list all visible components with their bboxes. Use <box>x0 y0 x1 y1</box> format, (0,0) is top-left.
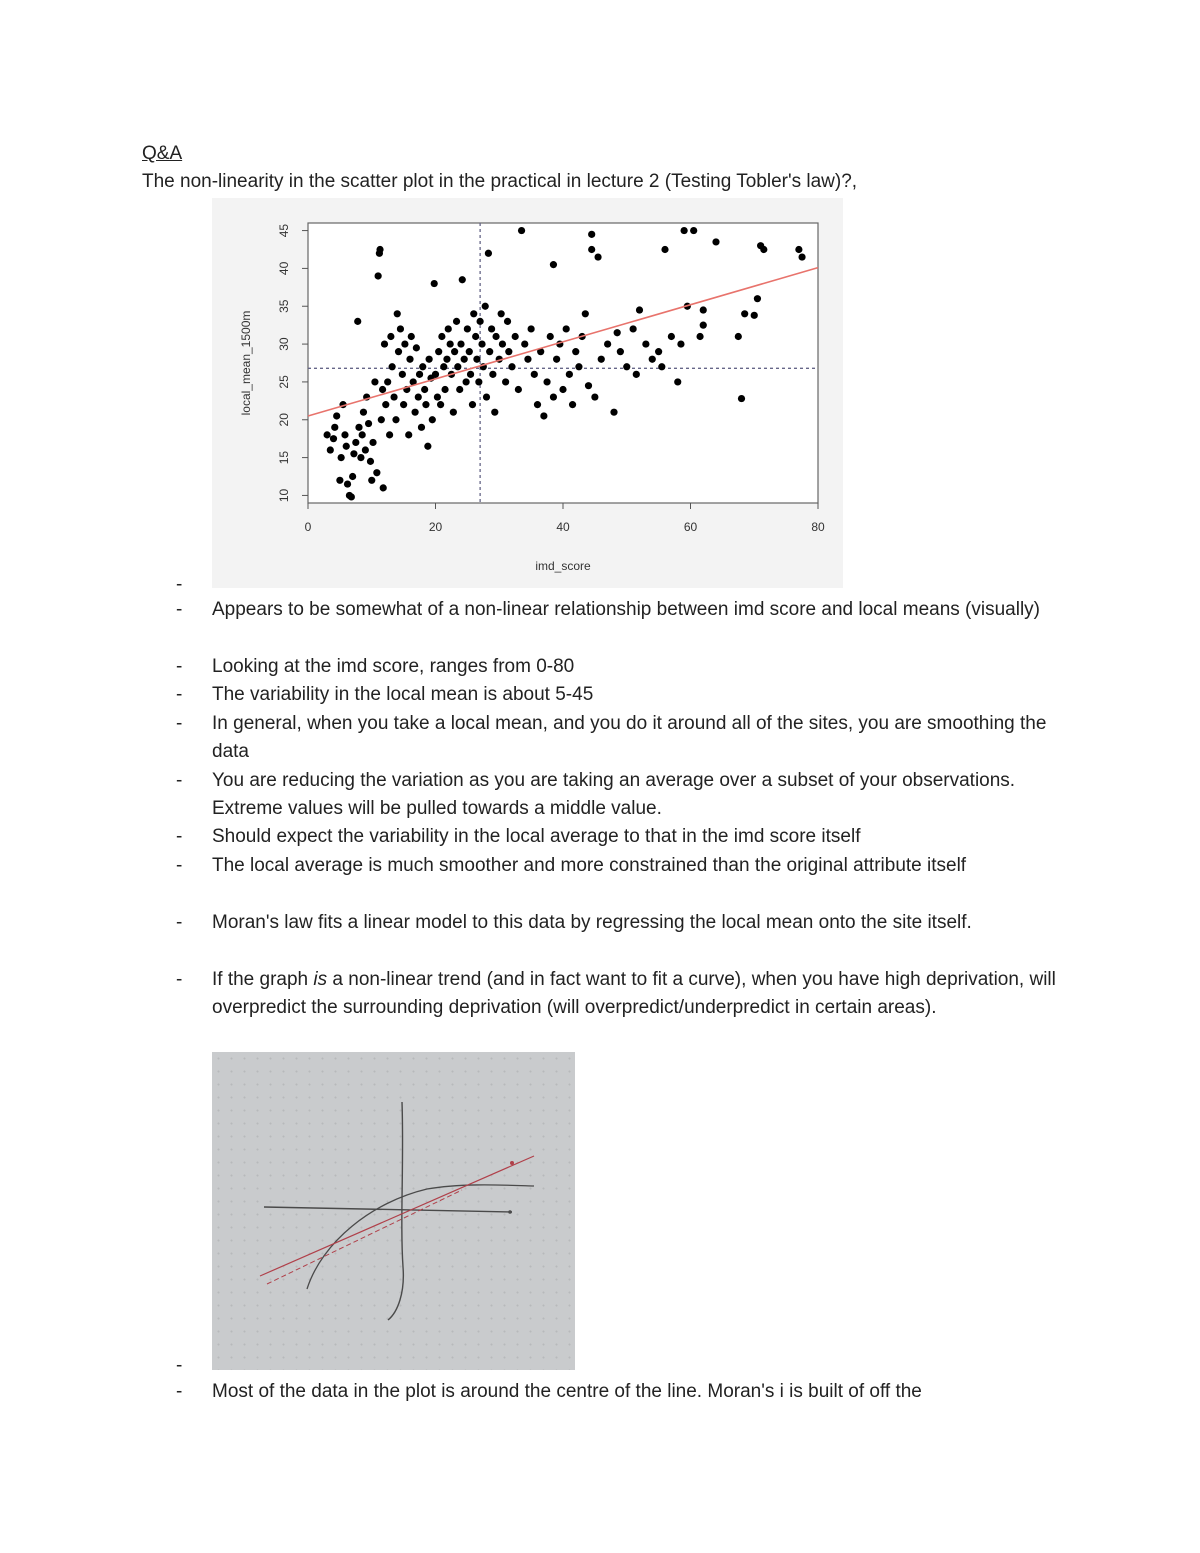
scatter-plot <box>212 198 843 588</box>
scatter-point <box>434 393 441 400</box>
y-tick-label: 15 <box>277 450 291 465</box>
list-dash: - <box>176 574 183 595</box>
x-tick-label: 60 <box>683 520 698 534</box>
scatter-point <box>470 310 477 317</box>
scatter-point <box>614 329 621 336</box>
scatter-point <box>463 378 470 385</box>
list-dash: - <box>176 1355 183 1376</box>
scatter-point <box>649 356 656 363</box>
hand-drawn-sketch-photo <box>212 1052 575 1370</box>
scatter-point <box>540 412 547 419</box>
scatter-point <box>421 386 428 393</box>
scatter-point <box>390 393 397 400</box>
scatter-point <box>630 325 637 332</box>
scatter-point <box>426 356 433 363</box>
scatter-point <box>357 454 364 461</box>
scatter-point <box>488 325 495 332</box>
scatter-point <box>333 412 340 419</box>
scatter-point <box>354 318 361 325</box>
y-axis <box>277 224 308 503</box>
scatter-point <box>741 310 748 317</box>
scatter-point <box>486 348 493 355</box>
scatter-point <box>547 333 554 340</box>
scatter-point <box>483 393 490 400</box>
scatter-point <box>585 382 592 389</box>
scatter-point <box>531 371 538 378</box>
scatter-point <box>344 480 351 487</box>
y-tick-label: 30 <box>277 337 291 351</box>
scatter-point <box>582 310 589 317</box>
scatter-point <box>754 295 761 302</box>
list-item: You are reducing the variation as you are taking an average over a subset of your observations. Extreme values will be pulled towards a middle value. <box>212 770 1016 820</box>
scatter-point <box>441 386 448 393</box>
scatter-point <box>419 363 426 370</box>
scatter-point <box>588 246 595 253</box>
scatter-point <box>681 227 688 234</box>
scatter-point <box>424 443 431 450</box>
scatter-point <box>499 340 506 347</box>
scatter-point <box>575 363 582 370</box>
scatter-point <box>440 363 447 370</box>
sketch-drawing <box>212 1052 575 1370</box>
scatter-point <box>633 371 640 378</box>
scatter-point <box>397 325 404 332</box>
scatter-point <box>795 246 802 253</box>
scatter-point <box>534 401 541 408</box>
scatter-point <box>453 318 460 325</box>
sketch-fitted-line <box>260 1156 534 1276</box>
scatter-point <box>331 424 338 431</box>
scatter-point <box>382 401 389 408</box>
scatter-point <box>415 393 422 400</box>
scatter-point <box>550 393 557 400</box>
scatter-point <box>521 340 528 347</box>
scatter-point <box>735 333 742 340</box>
list-dash: - <box>176 713 183 734</box>
scatter-point <box>368 477 375 484</box>
scatter-point <box>365 420 372 427</box>
x-tick-label: 40 <box>556 520 570 534</box>
scatter-point <box>348 493 355 500</box>
scatter-point <box>491 409 498 416</box>
list-dash: - <box>176 684 183 705</box>
scatter-point <box>482 303 489 310</box>
scatter-point <box>700 306 707 313</box>
scatter-point <box>492 333 499 340</box>
scatter-point <box>438 333 445 340</box>
scatter-point <box>668 333 675 340</box>
scatter-point <box>467 371 474 378</box>
scatter-point <box>380 484 387 491</box>
plot-frame <box>308 223 818 503</box>
scatter-point <box>432 371 439 378</box>
scatter-point <box>690 227 697 234</box>
scatter-point <box>700 322 707 329</box>
scatter-point <box>502 378 509 385</box>
scatter-point <box>591 393 598 400</box>
x-axis-label: imd_score <box>535 559 591 573</box>
scatter-point <box>543 378 550 385</box>
scatter-point <box>379 386 386 393</box>
intro-question: The non-linearity in the scatter plot in the practical in lecture 2 (Testing Tobler's law)?, <box>142 171 858 192</box>
sketch-marker-dot <box>510 1161 514 1165</box>
scatter-point <box>416 371 423 378</box>
scatter-point <box>696 333 703 340</box>
sketch-horizontal-axis <box>264 1207 512 1212</box>
scatter-point <box>395 348 402 355</box>
scatter-point <box>566 371 573 378</box>
scatter-point <box>389 363 396 370</box>
qa-heading: Q&A <box>142 143 183 164</box>
scatter-point <box>712 238 719 245</box>
list-dash: - <box>176 770 183 791</box>
scatter-point <box>477 318 484 325</box>
y-tick-label: 40 <box>277 261 291 276</box>
scatter-point <box>617 348 624 355</box>
scatter-point <box>324 431 331 438</box>
scatter-point <box>738 395 745 402</box>
list-item: Most of the data in the plot is around the centre of the line. Moran's i is built of off the <box>212 1381 922 1402</box>
scatter-point <box>451 348 458 355</box>
scatter-point <box>478 340 485 347</box>
scatter-point <box>350 450 357 457</box>
x-axis <box>305 503 825 534</box>
scatter-point <box>636 306 643 313</box>
scatter-point <box>798 253 805 260</box>
scatter-point <box>435 348 442 355</box>
sketch-curve <box>307 1185 534 1289</box>
list-item: The variability in the local mean is about 5-45 <box>212 684 594 705</box>
list-dash: - <box>176 656 183 677</box>
list-dash: - <box>176 826 183 847</box>
scatter-point <box>445 325 452 332</box>
scatter-point <box>553 356 560 363</box>
scatter-point <box>598 356 605 363</box>
scatter-point <box>760 246 767 253</box>
scatter-point <box>563 325 570 332</box>
scatter-point <box>359 431 366 438</box>
scatter-point <box>489 371 496 378</box>
list-item-emphasis: is <box>313 969 328 990</box>
scatter-point <box>418 424 425 431</box>
x-tick-label: 0 <box>304 520 312 534</box>
scatter-point <box>327 446 334 453</box>
scatter-point <box>394 310 401 317</box>
scatter-point <box>413 344 420 351</box>
scatter-point <box>369 439 376 446</box>
scatter-point <box>464 325 471 332</box>
scatter-point <box>674 378 681 385</box>
scatter-point <box>512 333 519 340</box>
scatter-point <box>569 401 576 408</box>
scatter-point <box>528 325 535 332</box>
scatter-point <box>505 348 512 355</box>
scatter-point <box>466 348 473 355</box>
scatter-point <box>387 333 394 340</box>
scatter-point <box>447 340 454 347</box>
scatter-point <box>454 363 461 370</box>
scatter-point <box>661 246 668 253</box>
scatter-point <box>373 469 380 476</box>
scatter-point <box>461 356 468 363</box>
scatter-point <box>399 371 406 378</box>
scatter-point <box>408 333 415 340</box>
scatter-point <box>405 431 412 438</box>
scatter-point <box>623 363 630 370</box>
scatter-point <box>422 401 429 408</box>
scatter-point <box>485 250 492 257</box>
sketch-vertical-axis <box>388 1102 403 1320</box>
scatter-point <box>588 231 595 238</box>
scatter-point <box>360 409 367 416</box>
list-item: Looking at the imd score, ranges from 0-80 <box>212 656 575 677</box>
scatter-point <box>559 386 566 393</box>
list-dash: - <box>176 855 183 876</box>
scatter-point <box>473 356 480 363</box>
scatter-point <box>610 409 617 416</box>
scatter-point <box>443 356 450 363</box>
scatter-point <box>343 443 350 450</box>
y-tick-label: 25 <box>277 375 291 389</box>
scatter-point <box>384 378 391 385</box>
scatter-point <box>341 431 348 438</box>
y-tick-label: 10 <box>277 488 291 503</box>
list-item: Appears to be somewhat of a non-linear relationship between imd score and local means (visually) <box>212 599 1040 620</box>
sketch-fitted-line-dashed <box>267 1190 462 1284</box>
scatter-point <box>504 318 511 325</box>
scatter-point <box>450 409 457 416</box>
scatter-point <box>475 378 482 385</box>
scatter-point <box>412 409 419 416</box>
scatter-point <box>336 477 343 484</box>
scatter-plot-figure <box>212 198 843 588</box>
scatter-point <box>518 227 525 234</box>
list-item: The local average is much smoother and more constrained than the original attribute itself <box>212 855 967 876</box>
scatter-point <box>572 348 579 355</box>
list-dash: - <box>176 969 183 990</box>
x-tick-label: 80 <box>811 520 825 534</box>
scatter-point <box>392 416 399 423</box>
scatter-point <box>352 439 359 446</box>
scatter-point <box>367 458 374 465</box>
scatter-point <box>498 310 505 317</box>
scatter-point <box>604 340 611 347</box>
sketch-marker-dot <box>508 1210 512 1214</box>
scatter-point <box>469 401 476 408</box>
list-item-text: a non-linear trend (and in fact want to fit a curve), when you have high deprivation, will overpredict the surrounding deprivation (will overpredict/underpredict in certain areas). <box>212 969 1056 1019</box>
scatter-point <box>338 454 345 461</box>
scatter-point <box>515 386 522 393</box>
scatter-point <box>751 312 758 319</box>
y-tick-label: 35 <box>277 299 291 313</box>
scatter-point <box>431 280 438 287</box>
scatter-point <box>655 348 662 355</box>
scatter-point <box>456 386 463 393</box>
list-dash: - <box>176 912 183 933</box>
scatter-point <box>406 356 413 363</box>
y-tick-label: 20 <box>277 413 291 427</box>
list-item: In general, when you take a local mean, and you do it around all of the sites, you are smoothing the data <box>212 713 1047 763</box>
scatter-point <box>437 401 444 408</box>
scatter-point <box>550 261 557 268</box>
list-item <box>212 966 1062 1022</box>
scatter-point <box>376 246 383 253</box>
scatter-point <box>349 473 356 480</box>
list-item-text: If the graph <box>212 969 314 990</box>
y-axis-label: local_mean_1500m <box>239 310 253 416</box>
scatter-point <box>355 424 362 431</box>
scatter-point <box>381 340 388 347</box>
scatter-point <box>472 333 479 340</box>
scatter-point <box>378 416 385 423</box>
scatter-point <box>386 431 393 438</box>
scatter-point <box>459 276 466 283</box>
scatter-point <box>401 340 408 347</box>
list-item: Moran's law fits a linear model to this data by regressing the local mean onto the site itself. <box>212 912 972 933</box>
scatter-point <box>642 340 649 347</box>
scatter-point <box>375 272 382 279</box>
x-tick-label: 20 <box>428 520 443 534</box>
scatter-point <box>429 416 436 423</box>
list-dash: - <box>176 1381 183 1402</box>
scatter-point <box>524 356 531 363</box>
scatter-point <box>457 340 464 347</box>
scatter-point <box>330 435 337 442</box>
scatter-point <box>658 363 665 370</box>
scatter-point <box>362 446 369 453</box>
list-dash: - <box>176 599 183 620</box>
scatter-point <box>677 340 684 347</box>
scatter-point <box>371 378 378 385</box>
scatter-point <box>508 363 515 370</box>
list-item: Should expect the variability in the local average to that in the imd score itself <box>212 826 861 847</box>
y-tick-label: 45 <box>277 223 291 238</box>
scatter-point <box>400 401 407 408</box>
scatter-point <box>594 253 601 260</box>
